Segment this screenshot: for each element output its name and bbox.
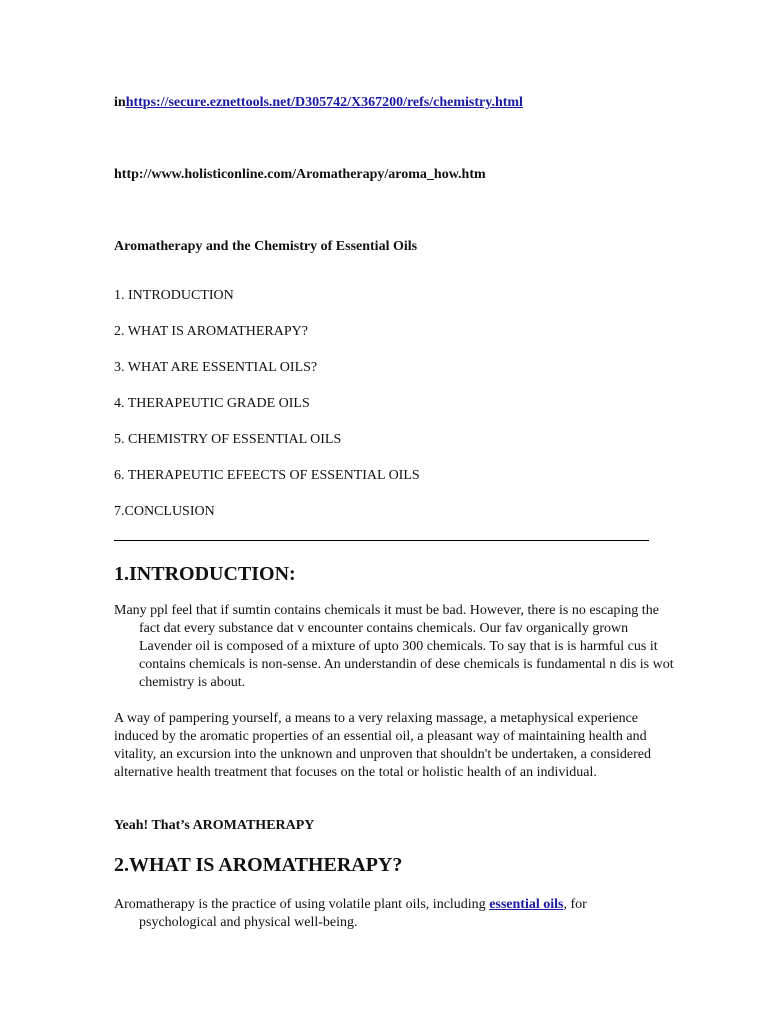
source-prefix: in — [114, 95, 126, 110]
source-url-2: http://www.holisticonline.com/Aromatherapy/aroma_how.htm — [114, 167, 486, 182]
intro-paragraph-1: Many ppl feel that if sumtin contains chemicals it must be bad. However, there is no escaping the fact dat every substance dat v encounter contains chemicals. Our fav organically grown Lavender oil is composed of a mixture of upto 300 chemicals. To say that is is harmful cus it contains chemicals is non-sense. An understandin of dese chemicals is fundamental n dis is wot chemistry is about. — [114, 603, 674, 690]
toc-item: 3. WHAT ARE ESSENTIAL OILS? — [114, 360, 318, 375]
toc-item: 4. THERAPEUTIC GRADE OILS — [114, 396, 310, 411]
intro-paragraph-2: A way of pampering yourself, a means to a very relaxing massage, a metaphysical experience induced by the aromatic properties of an essential oil, a pleasant way of maintaining health and vitality, an excursion into the unknown and unproven that shouldn't be undertaken, a considered alternative health treatment that focuses on the total or holistic health of an individual. — [114, 711, 651, 780]
document-title: Aromatherapy and the Chemistry of Essential Oils — [114, 239, 418, 254]
intro-callout: Yeah! That’s AROMATHERAPY — [114, 818, 315, 833]
essential-oils-link[interactable]: essential oils — [489, 897, 564, 912]
source-link-1[interactable]: https://secure.eznettools.net/D305742/X367200/refs/chemistry.html — [125, 95, 523, 110]
aromatherapy-text-after: , for psychological and physical well-being. — [139, 897, 587, 930]
source-link-line — [114, 94, 523, 112]
aromatherapy-text-before: Aromatherapy is the practice of using volatile plant oils, including — [114, 897, 490, 912]
section-heading-aromatherapy: 2.WHAT IS AROMATHERAPY? — [114, 854, 403, 876]
toc-item: 2. WHAT IS AROMATHERAPY? — [114, 324, 308, 339]
toc-item: 1. INTRODUCTION — [114, 288, 234, 303]
toc-item: 5. CHEMISTRY OF ESSENTIAL OILS — [114, 432, 342, 447]
horizontal-rule — [114, 540, 649, 541]
section-heading-introduction: 1.INTRODUCTION: — [114, 563, 296, 585]
toc-item: 6. THERAPEUTIC EFEECTS OF ESSENTIAL OILS — [114, 468, 420, 483]
aromatherapy-paragraph — [114, 896, 649, 932]
toc-item: 7.CONCLUSION — [114, 504, 215, 519]
